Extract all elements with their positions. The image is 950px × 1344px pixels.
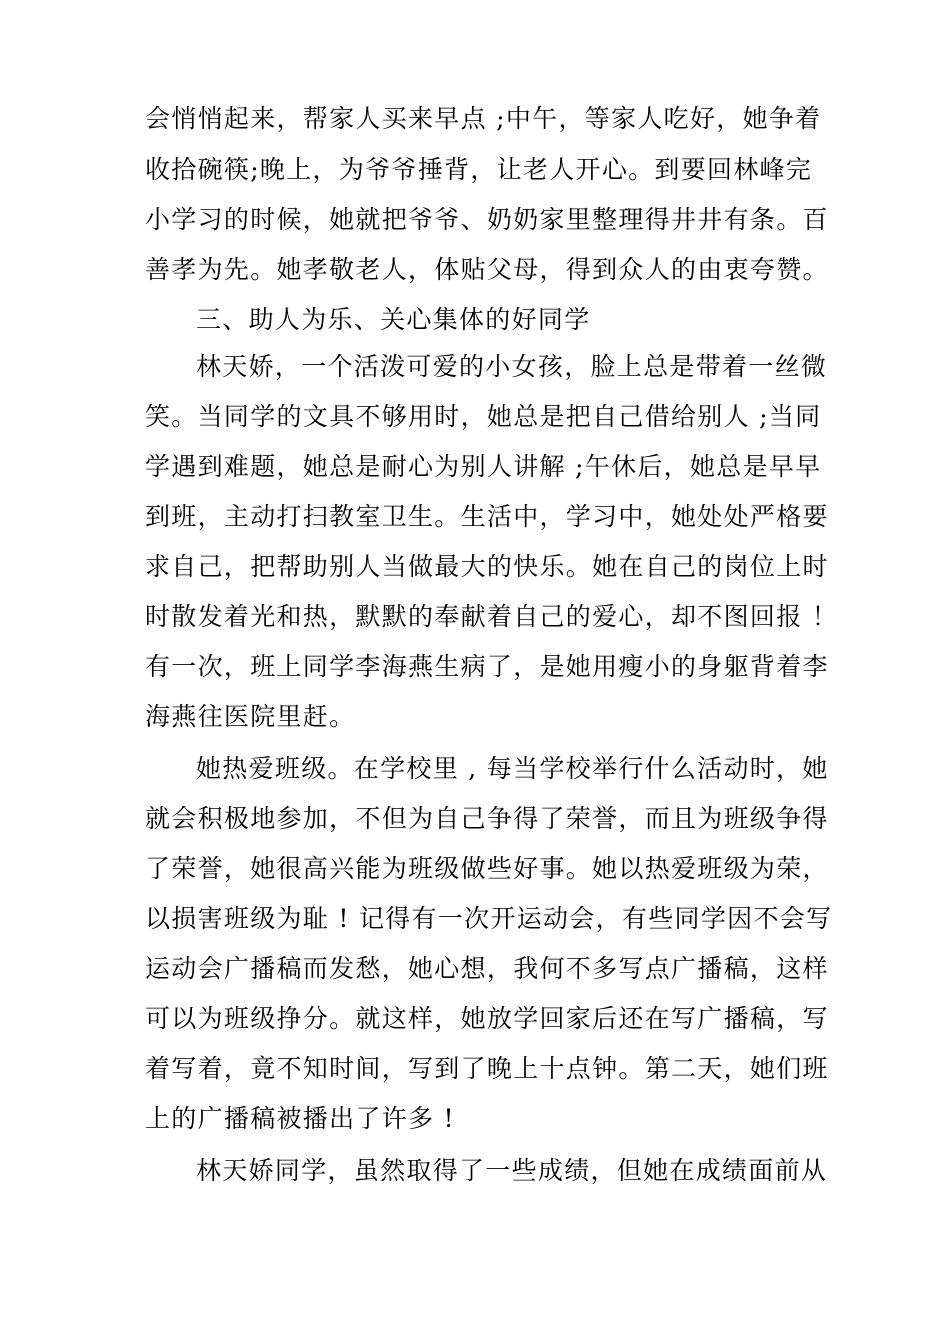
text-line: 她热爱班级。在学校里 , 每当学校举行什么活动时，她 (196, 754, 829, 783)
text-line: 善孝为先。她孝敬老人，体贴父母，得到众人的由衷夸赞。 (145, 255, 829, 284)
text-line: 可以为班级挣分。就这样，她放学回家后还在写广播稿，写 (145, 1004, 829, 1033)
text-line: 时散发着光和热，默默的奉献着自己的爱心，却不图回报 ！ (145, 602, 839, 631)
text-line: 上的广播稿被播出了许多 ! (145, 1104, 455, 1133)
section-heading: 三、助人为乐、关心集体的好同学 (196, 305, 591, 334)
text-line: 求自己，把帮助别人当做最大的快乐。她在自己的岗位上时 (145, 552, 829, 581)
text-line: 收拾碗筷;晚上，为爷爷捶背，让老人开心。到要回林峰完 (145, 155, 813, 184)
text-line: 小学习的时候，她就把爷爷、奶奶家里整理得井井有条。百 (145, 205, 829, 234)
text-line: 有一次，班上同学李海燕生病了，是她用瘦小的身躯背着李 (145, 652, 829, 681)
text-line: 了荣誉，她很高兴能为班级做些好事。她以热爱班级为荣， (145, 854, 829, 883)
text-line: 海燕往医院里赶。 (145, 702, 356, 731)
text-line: 到班，主动打扫教室卫生。生活中，学习中，她处处严格要 (145, 502, 829, 531)
text-line: 运动会广播稿而发愁，她心想，我何不多写点广播稿，这样 (145, 954, 829, 983)
text-line: 会悄悄起来，帮家人买来早点 ;中午，等家人吃好，她争着 (145, 104, 822, 133)
text-line: 就会积极地参加，不但为自己争得了荣誉，而且为班级争得 (145, 804, 829, 833)
text-line: 着写着，竟不知时间，写到了晚上十点钟。第二天，她们班 (145, 1054, 829, 1083)
text-line: 笑。当同学的文具不够用时，她总是把自己借给别人 ;当同 (145, 402, 822, 431)
text-line: 林天娇同学，虽然取得了一些成绩，但她在成绩面前从 (196, 1156, 828, 1185)
text-line: 学遇到难题，她总是耐心为别人讲解 ;午休后，她总是早早 (145, 452, 822, 481)
text-line: 林天娇，一个活泼可爱的小女孩，脸上总是带着一丝微 (196, 352, 828, 381)
text-line: 以损害班级为耻 ! 记得有一次开运动会，有些同学因不会写 (145, 904, 833, 933)
